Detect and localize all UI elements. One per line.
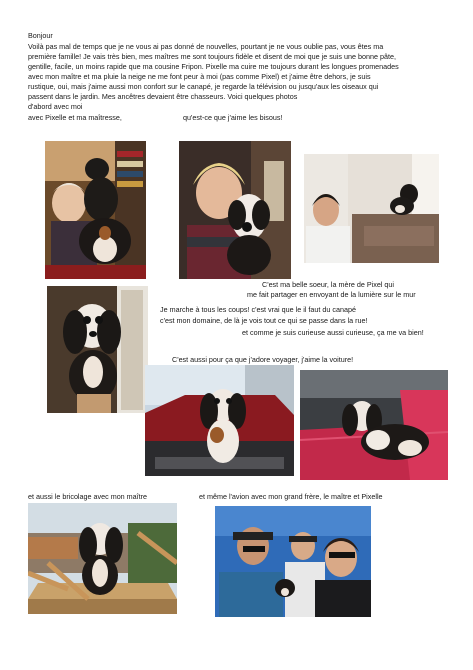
caption-sofa-3: et comme je suis curieuse aussi curieuse, ça me va bien!: [242, 328, 424, 337]
intro-line-1: Voilà pas mal de temps que je ne vous ai pas donné de nouvelles, pourtant je ne vous oublie pas, vous êtes ma: [28, 42, 384, 51]
caption-airplane: et même l'avion avec mon grand frère, le maître et Pixelle: [199, 492, 383, 501]
caption-sister-in-law: C'est ma belle soeur, la mère de Pixel qui: [262, 280, 395, 289]
greeting: Bonjour: [28, 31, 53, 40]
photo-dog-on-car-seat: [300, 370, 448, 480]
caption-pixelle-mistress: avec Pixelle et ma maîtresse,: [28, 113, 122, 122]
intro-line-6: passent dans le jardin. Mes ancêtres devaient être chasseurs. Voici quelques photos: [28, 92, 298, 101]
intro-line-2: première famille! Je vais très bien, mes maîtres me sont toujours fidèle et disent de moi que je suis une bonne pâte,: [28, 52, 396, 61]
intro-line-7: d'abord avec moi: [28, 102, 83, 111]
photo-woman-with-two-dogs: [45, 141, 146, 279]
caption-kisses: qu'est-ce que j'aime les bisous!: [183, 113, 283, 122]
caption-travel: C'est aussi pour ça que j'adore voyager, j'aime la voiture!: [172, 355, 354, 364]
caption-sofa-1: Je marche à tous les coups! c'est vrai que le il faut du canapé: [160, 305, 356, 314]
photo-dog-in-car-boot: [145, 365, 294, 476]
photo-dog-on-workbench: [28, 503, 177, 614]
photo-airplane-selfie: [215, 506, 371, 617]
intro-line-5: rustique, oui, mais j'aime aussi mon confort sur le canapé, je regarde la télévision ou jusqu'aux les oiseaux qui: [28, 82, 379, 91]
caption-sofa-2: c'est mon domaine, de là je vois tout ce qui se passe dans la rue!: [160, 316, 368, 325]
photo-dog-kissing-woman: [179, 141, 291, 279]
photo-woman-on-sofa-with-dog: [304, 154, 439, 263]
caption-light-wall: me fait partager en envoyant de la lumière sur le mur: [247, 290, 416, 299]
caption-diy: et aussi le bricolage avec mon maître: [28, 492, 148, 501]
intro-line-3: gentille, facile, un moins rapide que ma cousine Fripon. Pixelle ma cuire me toujours durant les longues promenades: [28, 62, 399, 71]
photo-dog-by-window: [47, 286, 148, 413]
intro-line-4: avec mon maître et ma pluie la neige ne me font peur à moi (pas comme Pixel) et j'aime être dehors, je suis: [28, 72, 371, 81]
